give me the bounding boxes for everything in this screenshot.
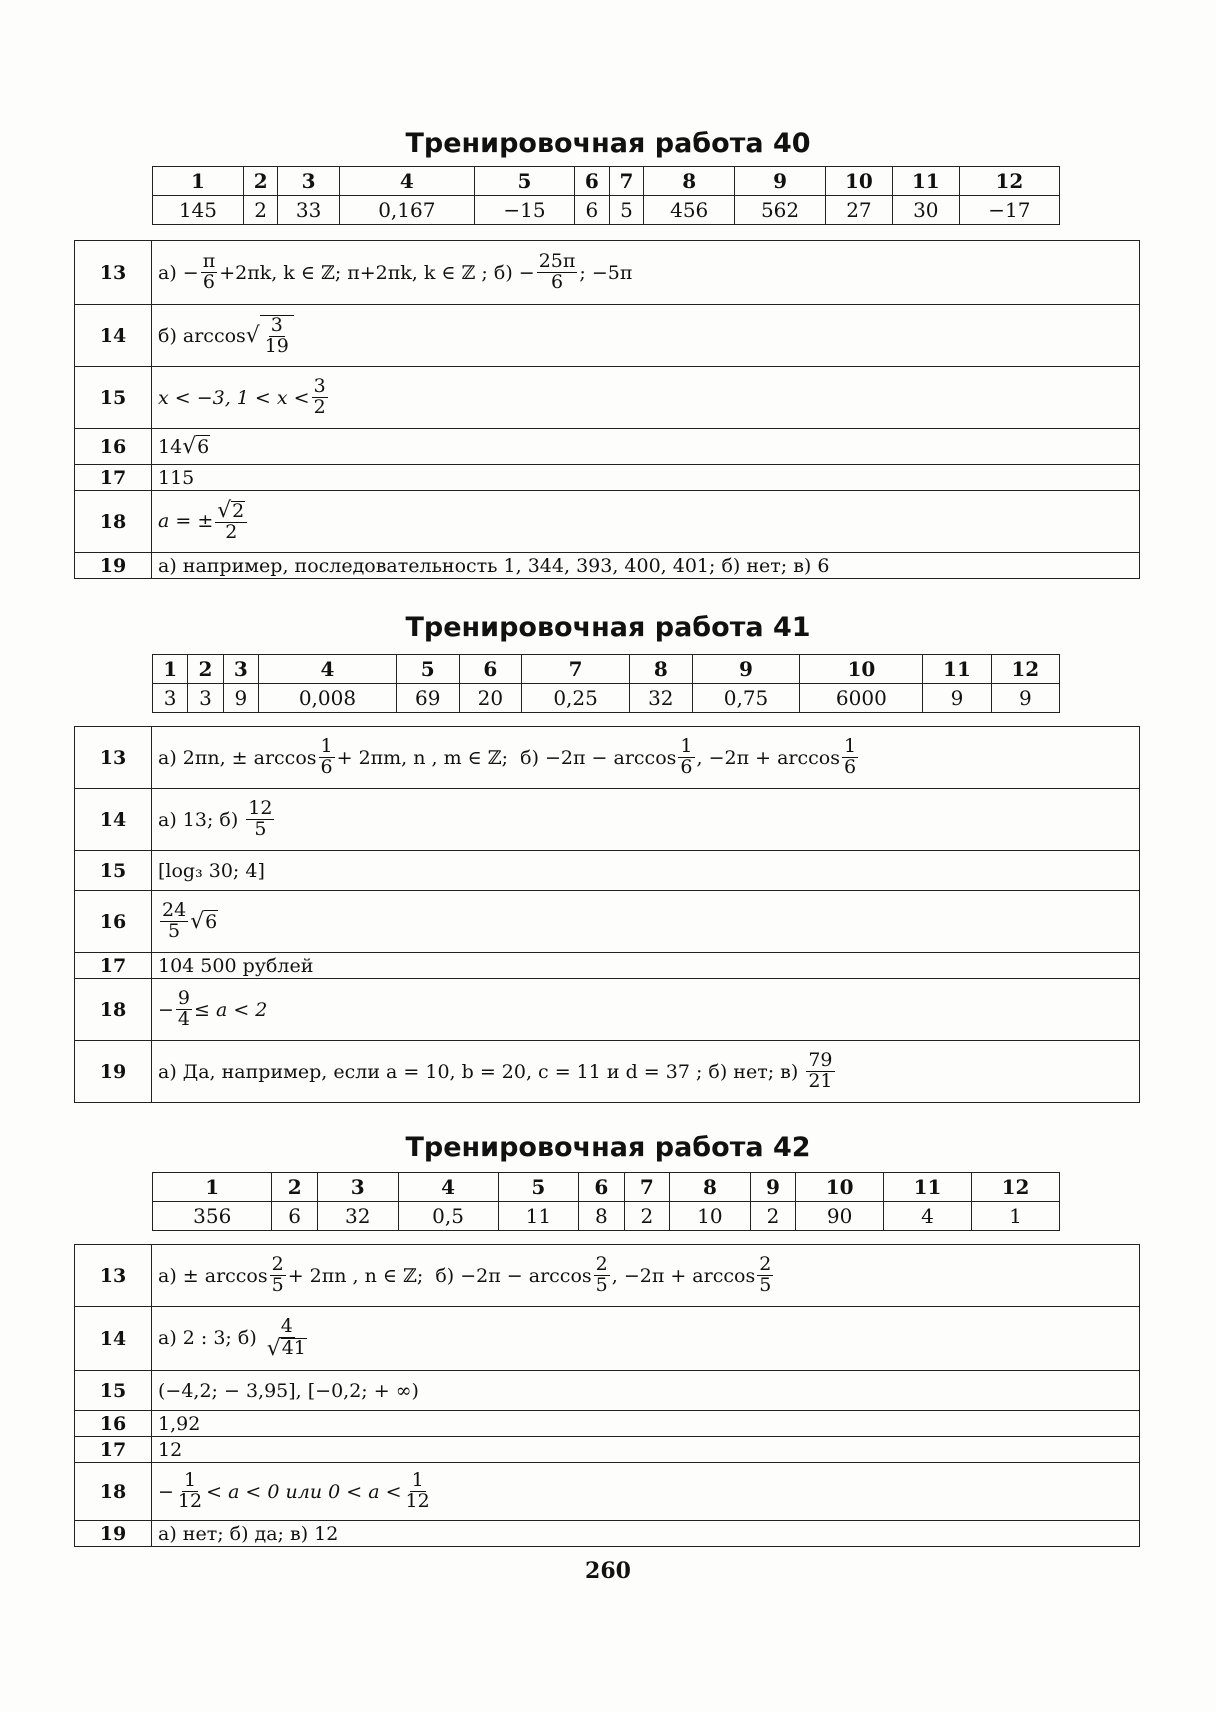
answer-value: 6 — [575, 196, 610, 225]
table-row — [75, 979, 1140, 1041]
table-row — [75, 491, 1140, 553]
answer-cell: а) 2πn, ± arccos 1 6 + 2πm, n , m ∈ ℤ; б) −2π − arccos 1 6 , −2π + arccos 1 6 — [152, 727, 1140, 789]
task-number: 19 — [75, 553, 152, 579]
answer-value: 33 — [278, 196, 339, 225]
task-number: 4 — [398, 1173, 498, 1202]
page-number: 260 — [585, 1558, 631, 1584]
number-row — [153, 655, 1060, 684]
task-number: 17 — [75, 1437, 152, 1463]
work-41-title: Тренировочная работа 41 — [405, 612, 811, 643]
answer-cell: а) нет; б) да; в) 12 — [152, 1521, 1140, 1547]
task-number: 10 — [800, 655, 923, 684]
task-number: 16 — [75, 1411, 152, 1437]
answer-row — [153, 1202, 1060, 1231]
answer-cell: а) например, последовательность 1, 344, 393, 400, 401; б) нет; в) 6 — [152, 553, 1140, 579]
answer-value: 32 — [629, 684, 692, 713]
answer-value: 145 — [153, 196, 244, 225]
task-number: 16 — [75, 891, 152, 953]
answer-value: 3 — [188, 684, 223, 713]
task-number: 3 — [317, 1173, 398, 1202]
task-number: 1 — [153, 1173, 272, 1202]
table-row — [75, 1521, 1140, 1547]
answer-value: 6000 — [800, 684, 923, 713]
work-42-title: Тренировочная работа 42 — [405, 1132, 811, 1163]
table-row — [75, 1245, 1140, 1307]
answer-value: −17 — [959, 196, 1059, 225]
answer-value: 356 — [153, 1202, 272, 1231]
answer-cell: а) Да, например, если a = 10, b = 20, c = 11 и d = 37 ; б) нет; в) 79 21 — [152, 1041, 1140, 1103]
answer-value: 2 — [243, 196, 278, 225]
answer-cell: − $\frac{1}{12}$ < a < 0 или 0 < a < 1 12 — [152, 1463, 1140, 1521]
task-number: 17 — [75, 953, 152, 979]
task-number: 9 — [750, 1173, 795, 1202]
answer-cell: а) − $\frac{\pi}{6}$ +2πk, k ∈ ℤ; π+2πk, k ∈ ℤ ; б) − $\frac{25\pi}{6}$ ; −5π — [152, 241, 1140, 305]
task-number: 18 — [75, 491, 152, 553]
task-number: 12 — [959, 167, 1059, 196]
answer-value: 4 — [884, 1202, 972, 1231]
table-row — [75, 789, 1140, 851]
table-row — [75, 953, 1140, 979]
table-row — [75, 851, 1140, 891]
task-number: 15 — [75, 1371, 152, 1411]
answer-value: 8 — [579, 1202, 624, 1231]
table-row — [75, 429, 1140, 465]
answer-cell: 104 500 рублей — [152, 953, 1140, 979]
answer-cell: 14 √ 6 — [152, 429, 1140, 465]
task-number: 13 — [75, 727, 152, 789]
task-number: 8 — [644, 167, 735, 196]
task-number: 6 — [575, 167, 610, 196]
table-row — [75, 305, 1140, 367]
answer-value: 0,5 — [398, 1202, 498, 1231]
table-row — [75, 241, 1140, 305]
answer-value: 456 — [644, 196, 735, 225]
answer-row — [153, 196, 1060, 225]
answer-cell: а) ± arccos 2 5 + 2πn , n ∈ ℤ; б) −2π − arccos 2 5 , −2π + arccos 2 5 — [152, 1245, 1140, 1307]
answer-cell: − $\frac{9}{4}$ ≤ a < 2 — [152, 979, 1140, 1041]
task-number: 18 — [75, 1463, 152, 1521]
task-number: 14 — [75, 1307, 152, 1371]
task-number: 11 — [892, 167, 959, 196]
task-number: 7 — [609, 167, 644, 196]
task-number: 11 — [923, 655, 991, 684]
answer-cell: x < −3, 1 < x < 3 2 — [152, 367, 1140, 429]
work-40-title: Тренировочная работа 40 — [405, 128, 811, 159]
table-row — [75, 1437, 1140, 1463]
task-number: 9 — [692, 655, 800, 684]
task-number: 3 — [223, 655, 258, 684]
answer-cell: 12 — [152, 1437, 1140, 1463]
table-row — [75, 727, 1140, 789]
task-number: 4 — [258, 655, 396, 684]
task-number: 18 — [75, 979, 152, 1041]
answer-value: 0,008 — [258, 684, 396, 713]
task-number: 9 — [735, 167, 826, 196]
task-number: 13 — [75, 241, 152, 305]
work-41-long-answers-table — [74, 726, 1140, 1103]
task-number: 10 — [796, 1173, 884, 1202]
answer-value: 10 — [670, 1202, 751, 1231]
task-number: 2 — [243, 167, 278, 196]
task-number: 7 — [522, 655, 630, 684]
table-row — [75, 1041, 1140, 1103]
task-number: 1 — [153, 167, 244, 196]
answer-cell: б) arccos √ $\frac{3}{19}$ — [152, 305, 1140, 367]
task-number: 12 — [991, 655, 1059, 684]
answer-value: 1 — [972, 1202, 1060, 1231]
answer-value: 3 — [153, 684, 188, 713]
task-number: 15 — [75, 367, 152, 429]
task-number: 15 — [75, 851, 152, 891]
work-40-short-answers-table — [152, 166, 1060, 225]
answer-value: 69 — [396, 684, 459, 713]
answer-cell: а) 13; б) 12 5 — [152, 789, 1140, 851]
task-number: 7 — [624, 1173, 669, 1202]
task-number: 3 — [278, 167, 339, 196]
table-row — [75, 1307, 1140, 1371]
answer-cell: 115 — [152, 465, 1140, 491]
task-number: 13 — [75, 1245, 152, 1307]
table-row — [75, 891, 1140, 953]
task-number: 14 — [75, 789, 152, 851]
answer-cell: [log₃ 30; 4] — [152, 851, 1140, 891]
task-number: 10 — [825, 167, 892, 196]
task-number: 5 — [474, 167, 574, 196]
task-number: 11 — [884, 1173, 972, 1202]
number-row — [153, 167, 1060, 196]
answer-cell: a = ± √ 2 2 — [152, 491, 1140, 553]
answer-value: 5 — [609, 196, 644, 225]
task-number: 8 — [670, 1173, 751, 1202]
answer-cell: 24 5 √ 6 — [152, 891, 1140, 953]
task-number: 19 — [75, 1041, 152, 1103]
answer-value: 2 — [750, 1202, 795, 1231]
task-number: 2 — [272, 1173, 317, 1202]
table-row — [75, 1463, 1140, 1521]
work-40-long-answers-table — [74, 240, 1140, 579]
task-number: 12 — [972, 1173, 1060, 1202]
answer-value: 11 — [498, 1202, 579, 1231]
answer-value: 90 — [796, 1202, 884, 1231]
answer-value: 9 — [223, 684, 258, 713]
task-number: 19 — [75, 1521, 152, 1547]
table-row — [75, 367, 1140, 429]
answer-value: 6 — [272, 1202, 317, 1231]
work-41-short-answers-table — [152, 654, 1060, 713]
answer-value: 2 — [624, 1202, 669, 1231]
task-number: 5 — [396, 655, 459, 684]
answer-cell: а) 2 : 3; б) 4 √ 41 — [152, 1307, 1140, 1371]
task-number: 8 — [629, 655, 692, 684]
task-number: 16 — [75, 429, 152, 465]
answer-cell: 1,92 — [152, 1411, 1140, 1437]
answer-value: 0,25 — [522, 684, 630, 713]
task-number: 6 — [579, 1173, 624, 1202]
table-row — [75, 465, 1140, 491]
task-number: 6 — [459, 655, 522, 684]
task-number: 14 — [75, 305, 152, 367]
answer-value: 562 — [735, 196, 826, 225]
answer-value: 30 — [892, 196, 959, 225]
number-row — [153, 1173, 1060, 1202]
answer-value: 9 — [923, 684, 991, 713]
task-number: 2 — [188, 655, 223, 684]
answer-value: 9 — [991, 684, 1059, 713]
answer-value: −15 — [474, 196, 574, 225]
task-number: 1 — [153, 655, 188, 684]
task-number: 4 — [339, 167, 474, 196]
answer-cell: (−4,2; − 3,95], [−0,2; + ∞) — [152, 1371, 1140, 1411]
table-row — [75, 1371, 1140, 1411]
answer-value: 0,75 — [692, 684, 800, 713]
answer-value: 27 — [825, 196, 892, 225]
table-row — [75, 553, 1140, 579]
work-42-short-answers-table — [152, 1172, 1060, 1231]
answer-value: 32 — [317, 1202, 398, 1231]
work-42-long-answers-table — [74, 1244, 1140, 1547]
answer-value: 20 — [459, 684, 522, 713]
task-number: 5 — [498, 1173, 579, 1202]
answer-value: 0,167 — [339, 196, 474, 225]
answer-row — [153, 684, 1060, 713]
task-number: 17 — [75, 465, 152, 491]
table-row — [75, 1411, 1140, 1437]
